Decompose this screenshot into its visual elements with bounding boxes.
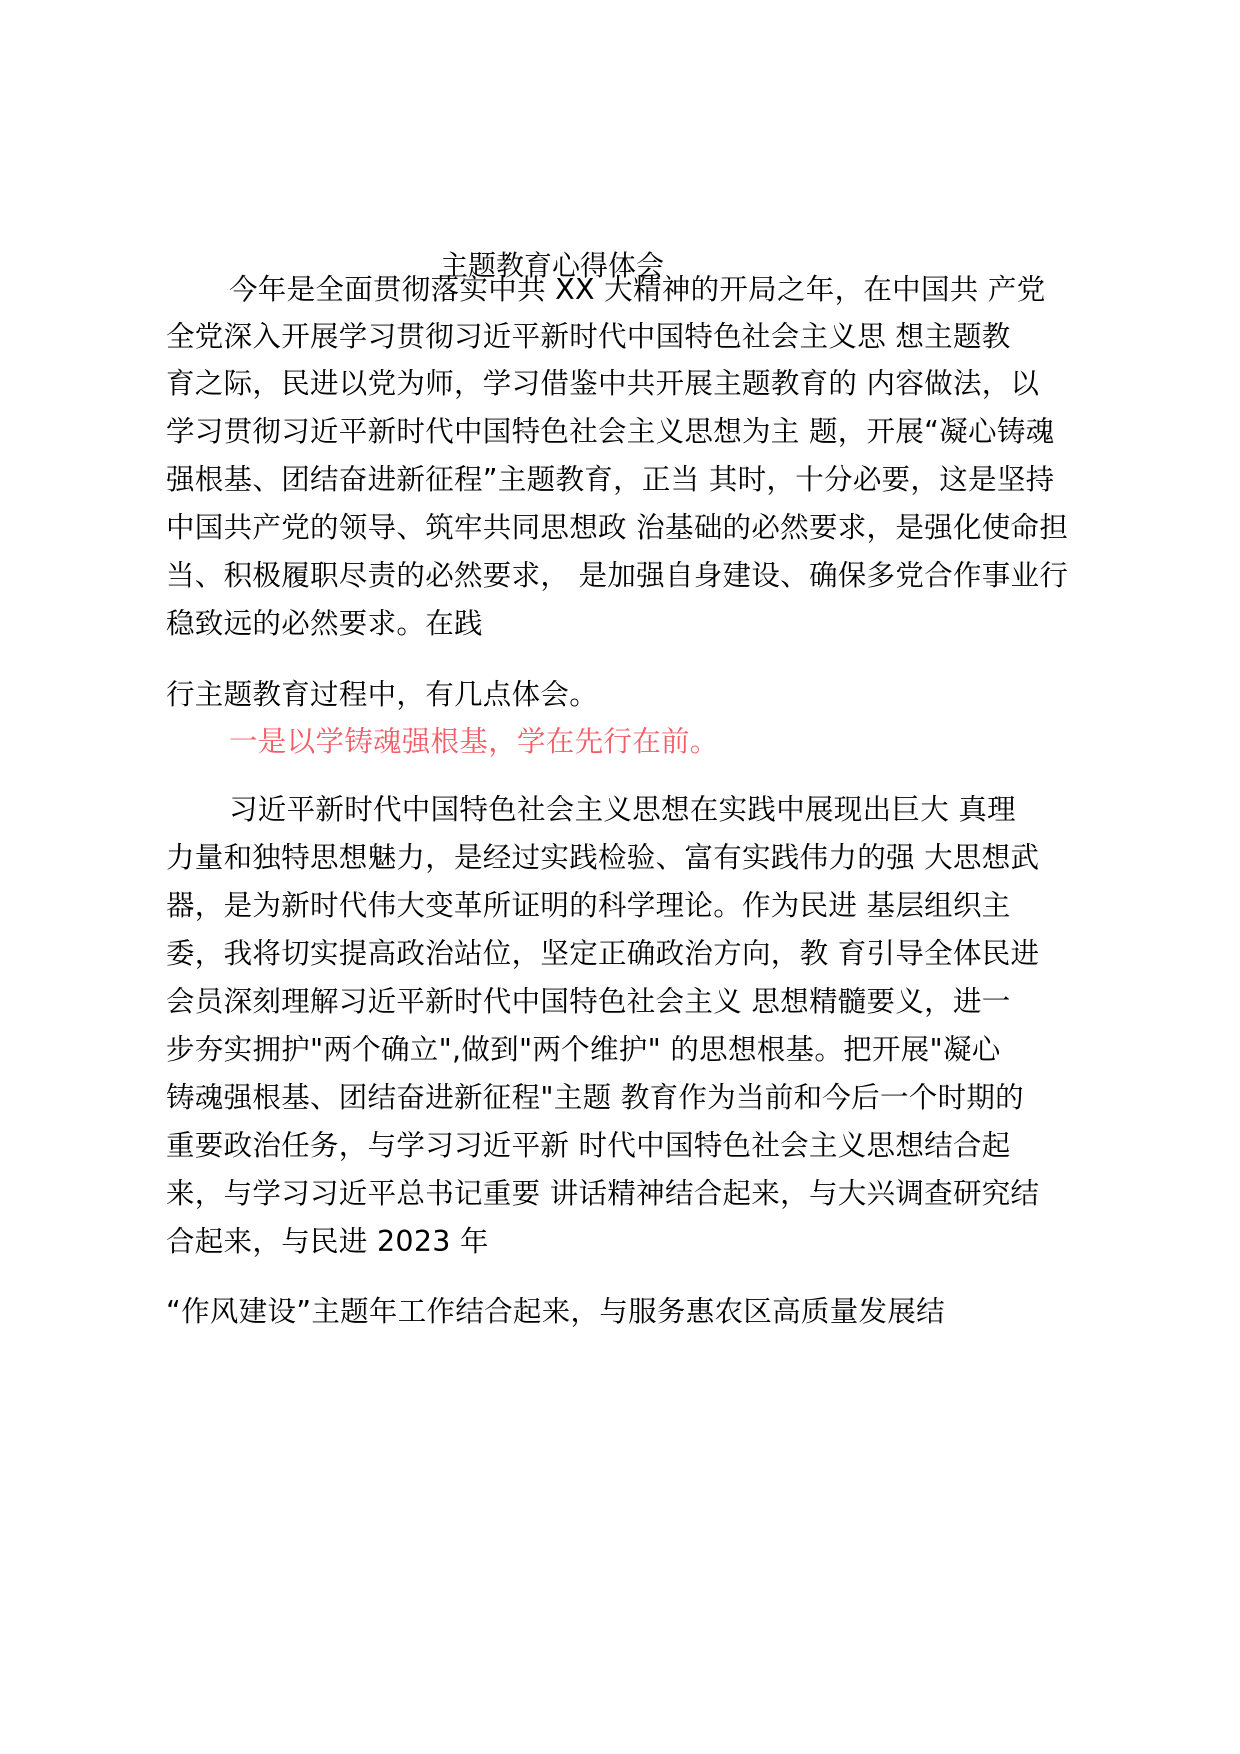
- document-title: 主题教育心得体会: [440, 249, 665, 282]
- paragraph-2-line-4: 委，我将切实提高政治站位，坚定正确政治方向，教 育引导全体民进: [166, 937, 1040, 970]
- paragraph-2-line-2: 力量和独特思想魅力，是经过实践检验、富有实践伟力的强 大思想武: [166, 841, 1040, 874]
- paragraph-2-line-5: 会员深刻理解习近平新时代中国特色社会主义 思想精髓要义，进一: [166, 985, 1011, 1018]
- paragraph-2-line-9: 来，与学习习近平总书记重要 讲话精神结合起来，与大兴调查研究结: [166, 1177, 1040, 1210]
- paragraph-1-line-2: 全党深入开展学习贯彻习近平新时代中国特色社会主义思 想主题教: [166, 320, 1011, 353]
- paragraph-1-line-5: 强根基、团结奋进新征程”主题教育，正当 其时，十分必要，这是坚持: [166, 463, 1055, 496]
- paragraph-1-tail: 行主题教育过程中，有几点体会。: [166, 678, 599, 711]
- paragraph-1-line-6: 中国共产党的领导、筑牢共同思想政 治基础的必然要求，是强化使命担: [166, 511, 1069, 544]
- paragraph-1-line-1: 今年是全面贯彻落实中共 XX 大精神的开局之年，在中国共 产党: [229, 273, 1046, 306]
- paragraph-2-tail: “作风建设”主题年工作结合起来，与服务惠农区高质量发展结: [166, 1295, 945, 1328]
- paragraph-2-line-7: 铸魂强根基、团结奋进新征程"主题 教育作为当前和今后一个时期的: [166, 1081, 1024, 1114]
- paragraph-1-line-3: 育之际，民进以党为师，学习借鉴中共开展主题教育的 内容做法，以: [166, 367, 1040, 400]
- paragraph-1-line-8: 稳致远的必然要求。在践: [166, 607, 483, 640]
- paragraph-2-line-10: 合起来，与民进 2023 年: [166, 1225, 489, 1258]
- paragraph-1-line-4: 学习贯彻习近平新时代中国特色社会主义思想为主 题，开展“凝心铸魂: [166, 415, 1055, 448]
- paragraph-1-line-7: 当、积极履职尽责的必然要求， 是加强自身建设、确保多党合作事业行: [166, 559, 1069, 592]
- paragraph-2-line-6: 步夯实拥护"两个确立",做到"两个维护" 的思想根基。把开展"凝心: [166, 1033, 1001, 1066]
- paragraph-2-line-1: 习近平新时代中国特色社会主义思想在实践中展现出巨大 真理: [229, 793, 1016, 826]
- section-heading: 一是以学铸魂强根基，学在先行在前。: [229, 725, 719, 758]
- paragraph-2-line-3: 器，是为新时代伟大变革所证明的科学理论。作为民进 基层组织主: [166, 889, 1011, 922]
- paragraph-2-line-8: 重要政治任务，与学习习近平新 时代中国特色社会主义思想结合起: [166, 1129, 1011, 1162]
